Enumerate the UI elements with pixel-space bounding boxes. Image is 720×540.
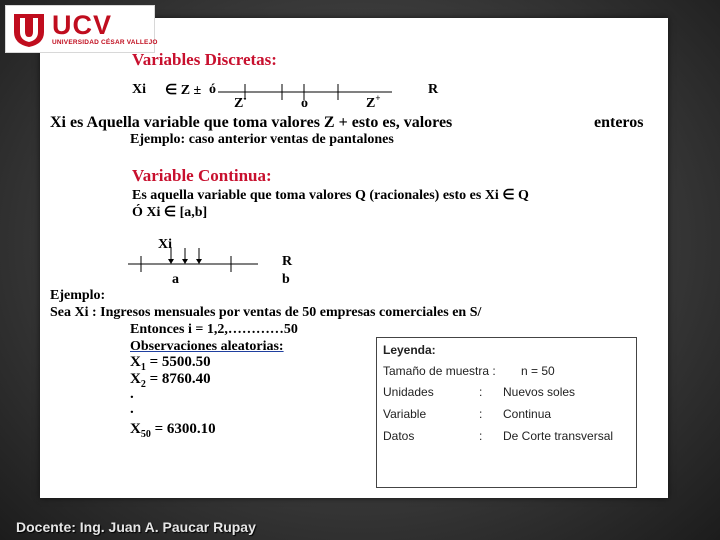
ejemplo-line1: Sea Xi : Ingresos mensuales por ventas de 50 empresas comerciales en S/ bbox=[50, 305, 482, 320]
continua-diagram-a: a bbox=[172, 272, 179, 287]
legend-title: Leyenda: bbox=[383, 343, 436, 357]
logo-name: UCV bbox=[52, 10, 113, 40]
discreta-notation-or: ó bbox=[209, 82, 216, 97]
observation-x1: $X_1 = 5500.50$ bbox=[130, 354, 211, 373]
ejemplo-line2: Entonces i = 1,2,…………50 bbox=[130, 322, 298, 337]
discreta-axis-z-minus: Z- bbox=[234, 93, 247, 111]
logo-subtitle: UNIVERSIDAD CÉSAR VALLEJO bbox=[52, 39, 158, 46]
legend-row-value: De Corte transversal bbox=[503, 429, 614, 443]
observation-ellipsis-1: . bbox=[130, 386, 134, 402]
legend-row-sep: : bbox=[479, 407, 483, 421]
observation-x2: $X_2 = 8760.40$ bbox=[130, 371, 211, 390]
discreta-example: Ejemplo: caso anterior ventas de pantalones bbox=[130, 132, 394, 147]
continua-diagram-xi: Xi bbox=[158, 237, 172, 252]
observaciones-title: Observaciones aleatorias: bbox=[130, 339, 284, 354]
discreta-title: Variables Discretas: bbox=[132, 50, 277, 69]
discreta-notation-set: ∈ Z ± bbox=[165, 83, 202, 98]
legend-row-sep: : bbox=[479, 385, 483, 399]
continua-definition: Es aquella variable que toma valores Q (racionales) esto es Xi ∈ Q bbox=[132, 188, 529, 203]
legend-sample-value: n = 50 bbox=[521, 364, 555, 378]
ejemplo-title: Ejemplo: bbox=[50, 288, 106, 303]
discreta-definition-end: enteros bbox=[594, 114, 644, 131]
legend-row-value: Nuevos soles bbox=[503, 385, 576, 399]
legend-row-sep: : bbox=[479, 429, 483, 443]
legend-box bbox=[376, 337, 637, 488]
discreta-notation-lhs: Xi bbox=[132, 82, 146, 97]
legend-row-label: Variable bbox=[383, 407, 427, 421]
discreta-axis-r: R bbox=[428, 82, 439, 97]
continua-diagram-b: b bbox=[282, 272, 290, 287]
legend-sample-label: Tamaño de muestra : bbox=[383, 364, 496, 378]
discreta-definition: Xi es Aquella variable que toma valores Z + esto es, valores bbox=[50, 114, 453, 131]
legend-row-value: Continua bbox=[503, 407, 552, 421]
continua-diagram-r: R bbox=[282, 254, 293, 269]
continua-interval: Ó Xi ∈ [a,b] bbox=[132, 205, 208, 220]
observation-ellipsis-2: . bbox=[130, 401, 134, 417]
observation-x50: $X_{50} = 6300.10$ bbox=[130, 421, 216, 440]
legend-row-label: Datos bbox=[383, 429, 415, 443]
discreta-axis-z-plus: Z+ bbox=[366, 93, 381, 111]
continua-title: Variable Continua: bbox=[132, 166, 272, 185]
footer-docente: Docente: Ing. Juan A. Paucar Rupay bbox=[16, 519, 256, 535]
legend-row-label: Unidades bbox=[383, 385, 434, 399]
discreta-axis-origin: o bbox=[301, 96, 308, 111]
